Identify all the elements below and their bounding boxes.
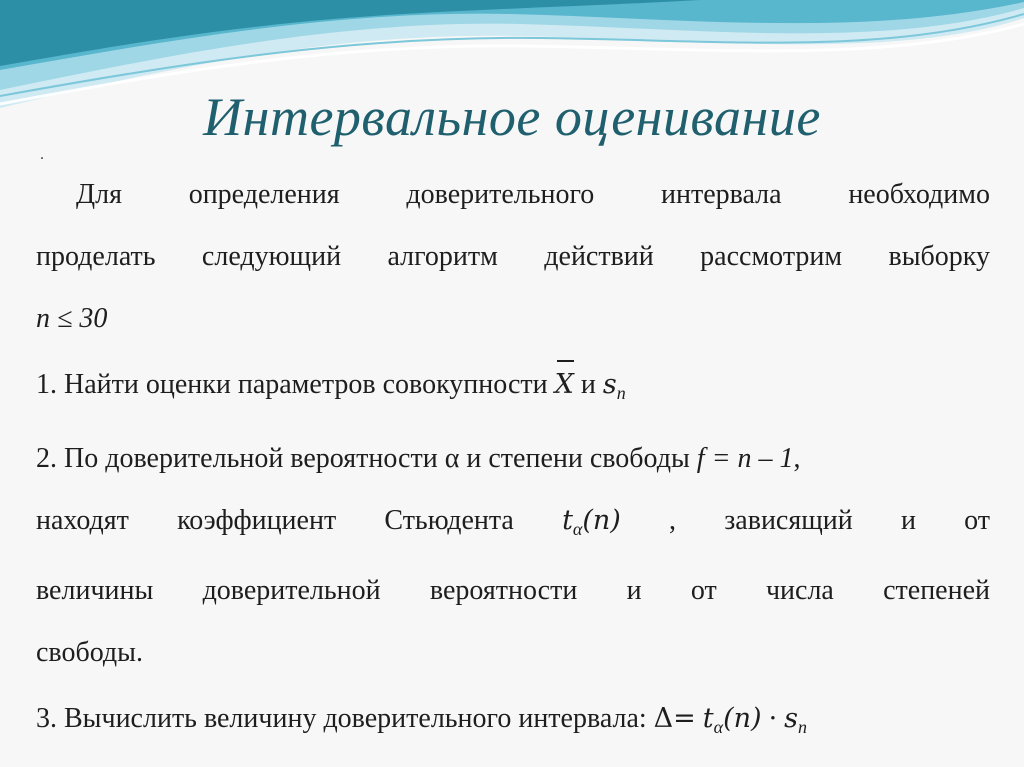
step-3-s-subscript: n xyxy=(798,717,808,737)
std-dev-symbol: s xyxy=(602,369,617,400)
student-t-subscript: α xyxy=(572,519,583,539)
step-1-text: 1. Найти оценки параметров совокупности xyxy=(36,369,548,400)
step-2-line-2-a: находят коэффициент Стьюдента xyxy=(36,505,514,536)
slide-body xyxy=(36,164,990,758)
bullet-marker: . xyxy=(40,146,44,163)
student-t-argument: (n) xyxy=(582,505,621,536)
step-3-s-symbol: s xyxy=(784,703,799,734)
step-3-t-symbol: t xyxy=(702,703,714,734)
step-2-line-3: величины доверительной вероятности и от числа степеней xyxy=(36,575,990,606)
step-2-comma: , xyxy=(793,443,801,474)
std-dev-subscript: n xyxy=(616,383,626,403)
sample-mean-symbol: X xyxy=(555,354,574,416)
step-1-and: и xyxy=(580,369,596,400)
step-2-line-4: свободы. xyxy=(36,637,143,668)
step-2-line-2-b: , зависящий и от xyxy=(669,505,991,536)
degrees-of-freedom-formula: f = n – 1 xyxy=(696,443,794,474)
step-3-t-subscript: α xyxy=(713,717,724,737)
step-2-line-1 xyxy=(36,428,990,490)
step-1 xyxy=(36,354,990,424)
intro-line-1: Для определения доверительного интервала необходимо xyxy=(76,179,990,210)
step-2-text: 2. По доверительной вероятности α и степени свободы xyxy=(36,443,690,474)
delta-symbol: Δ= xyxy=(653,703,696,734)
step-3-text: 3. Вычислить величину доверительного интервала: xyxy=(36,703,647,734)
slide-title: Интервальное оценивание xyxy=(203,87,821,147)
student-t-symbol: t xyxy=(562,505,573,536)
step-3 xyxy=(36,688,990,758)
multiply-dot: · xyxy=(768,703,778,734)
sample-condition: n ≤ 30 xyxy=(36,303,108,334)
step-3-t-argument: (n) xyxy=(723,703,762,734)
step-2-line-2 xyxy=(36,490,990,560)
intro-line-2: проделать следующий алгоритм действий рассмотрим выборку xyxy=(36,241,990,272)
